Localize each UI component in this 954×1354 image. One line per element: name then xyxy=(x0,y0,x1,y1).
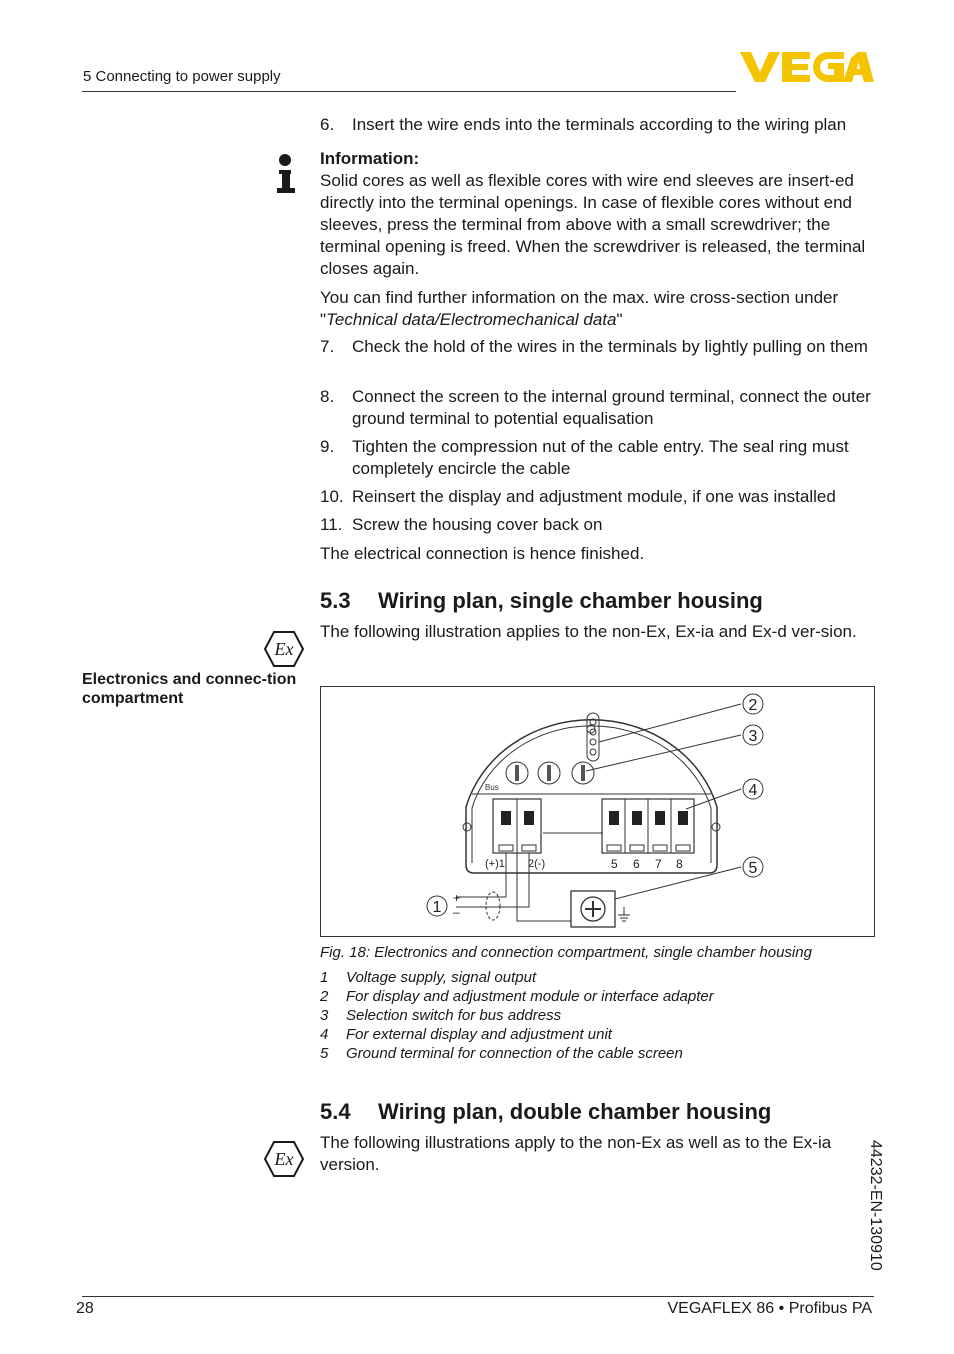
svg-text:Ex: Ex xyxy=(274,1149,294,1169)
product-name: VEGAFLEX 86 • Profibus PA xyxy=(667,1300,872,1317)
legend-number: 3 xyxy=(320,1007,329,1024)
terminal-label-7: 7 xyxy=(655,857,662,871)
bus-label: Bus xyxy=(485,783,499,792)
section-number: 5.4 xyxy=(320,1099,351,1124)
legend-item xyxy=(320,969,536,986)
legend-item xyxy=(320,988,714,1005)
legend-item xyxy=(320,1026,612,1043)
section-intro-5-3: The following illustration applies to the non-Ex, Ex-ia and Ex-d ver-sion. xyxy=(320,622,857,641)
info-body: Solid cores as well as flexible cores with wire end sleeves are insert-ed directly into the terminal openings. In case of flexible cores without end sleeves, press the terminal from above with a small screwdriver; the terminal opening is freed. When the screwdriver is released, the terminal closes again. xyxy=(320,171,866,278)
legend-number: 5 xyxy=(320,1045,329,1062)
header-rule xyxy=(82,91,736,92)
side-label: Electronics and connec-tion compartment xyxy=(82,671,297,707)
figure-caption: Fig. 18: Electronics and connection compartment, single chamber housing xyxy=(320,944,812,961)
svg-text:Ex: Ex xyxy=(274,639,294,659)
step-text: Tighten the compression nut of the cable entry. The seal ring must completely encircle the cable xyxy=(352,437,849,478)
info-more-suffix: " xyxy=(616,310,623,329)
info-title: Information: xyxy=(320,149,420,168)
section-title: Wiring plan, double chamber housing xyxy=(378,1099,772,1124)
vega-logo xyxy=(740,50,874,84)
section-heading-5-3 xyxy=(320,588,763,614)
step-text: Insert the wire ends into the terminals according to the wiring plan xyxy=(352,115,847,134)
legend-text: Voltage supply, signal output xyxy=(346,969,537,986)
info-icon xyxy=(274,152,296,196)
callout-2: 2 xyxy=(748,697,758,714)
legend-text: Ground terminal for connection of the cable screen xyxy=(346,1045,683,1062)
ex-icon xyxy=(264,630,304,668)
terminal-label-5: 5 xyxy=(611,857,618,871)
step-text: Reinsert the display and adjustment module, if one was installed xyxy=(352,487,836,506)
document-code: 44232-EN-130910 xyxy=(867,1140,884,1271)
terminal-label-2: 2(-) xyxy=(528,858,546,870)
page-number: 28 xyxy=(76,1300,94,1317)
terminal-label-1: (+)1 xyxy=(485,858,505,870)
terminal-label-6: 6 xyxy=(633,857,640,871)
step-number: 6. xyxy=(320,115,335,134)
info-block xyxy=(320,148,875,331)
callout-5: 5 xyxy=(748,860,758,877)
legend-item xyxy=(320,1007,561,1024)
section-heading-5-4 xyxy=(320,1099,771,1125)
supply-plus: + xyxy=(453,891,461,905)
section-title: Wiring plan, single chamber housing xyxy=(378,588,763,613)
legend-text: For external display and adjustment unit xyxy=(346,1026,612,1043)
callout-4: 4 xyxy=(748,782,758,799)
step-number: 11. xyxy=(320,515,343,534)
step-number: 8. xyxy=(320,387,335,406)
step-text: Check the hold of the wires in the terminals by lightly pulling on them xyxy=(352,337,868,356)
footer-rule xyxy=(82,1296,874,1297)
legend-number: 2 xyxy=(320,988,329,1005)
info-more xyxy=(320,287,875,331)
step-text: Connect the screen to the internal ground terminal, connect the outer ground terminal to potential equalisation xyxy=(352,387,871,428)
terminal-label-8: 8 xyxy=(676,857,683,871)
step-number: 7. xyxy=(320,337,335,356)
callout-3: 3 xyxy=(748,728,758,745)
section-intro-5-4: The following illustrations apply to the non-Ex as well as to the Ex-ia version. xyxy=(320,1133,832,1174)
legend-number: 4 xyxy=(320,1026,329,1043)
info-more-prefix: You can find further information on the max. wire cross-section under " xyxy=(320,288,839,329)
legend-text: Selection switch for bus address xyxy=(346,1007,562,1024)
wiring-figure xyxy=(320,686,875,937)
ex-icon xyxy=(264,1140,304,1178)
legend-text: For display and adjustment module or interface adapter xyxy=(346,988,714,1005)
legend-number: 1 xyxy=(320,969,329,986)
step-text: Screw the housing cover back on xyxy=(352,515,603,534)
info-more-reference: Technical data/Electromechanical data xyxy=(326,310,617,329)
step-number: 10. xyxy=(320,487,344,506)
conclusion-text: The electrical connection is hence finished. xyxy=(320,544,645,563)
supply-minus: – xyxy=(453,905,460,919)
callout-1: 1 xyxy=(432,899,442,916)
section-number: 5.3 xyxy=(320,588,351,613)
step-number: 9. xyxy=(320,437,335,456)
legend-item xyxy=(320,1045,683,1062)
running-header: 5 Connecting to power supply xyxy=(83,68,281,85)
